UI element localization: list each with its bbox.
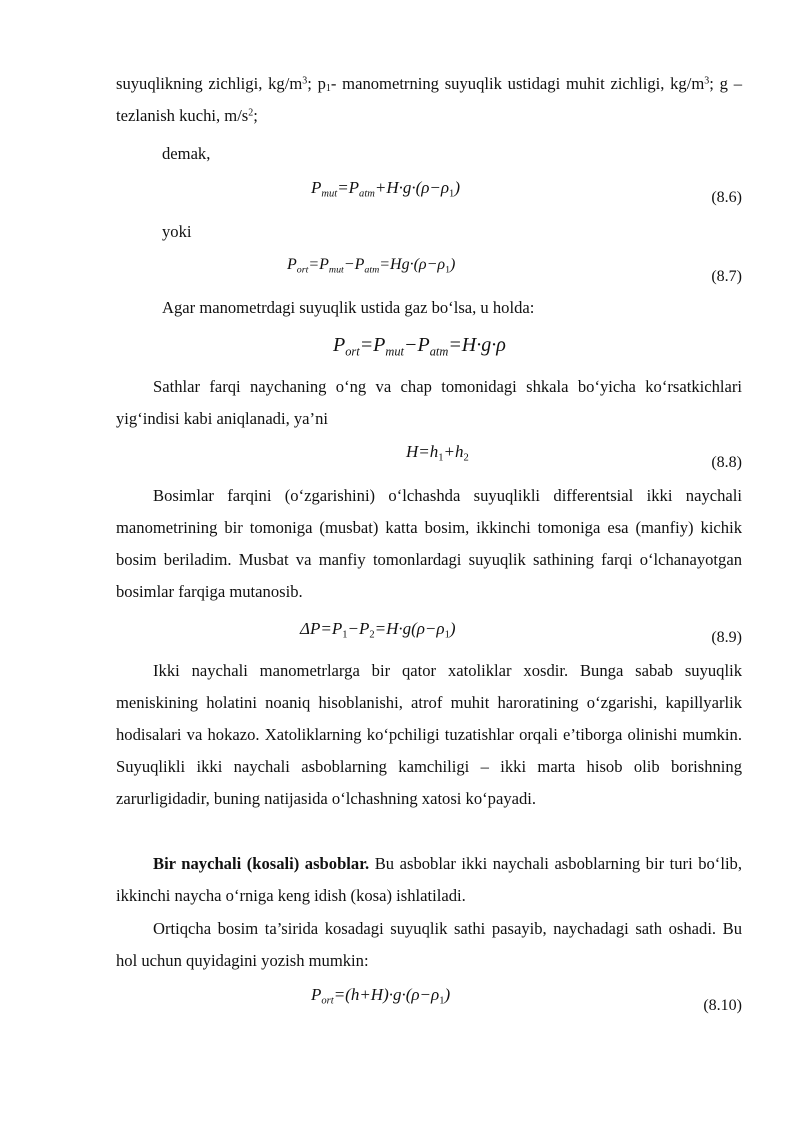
equation-number-8-8: (8.8) bbox=[711, 454, 742, 471]
equation-8-9: $\Delta P=P_1-P_2=H\cdot g(\rho-\rho_1)$ bbox=[300, 619, 456, 641]
word-demak: demak, bbox=[162, 144, 211, 163]
word-yoki: yoki bbox=[162, 222, 192, 241]
equation-number-8-10: (8.10) bbox=[703, 997, 742, 1014]
gas-condition-text: Agar manometrdagi suyuqlik ustida gaz bo‘lsa, u holda: bbox=[162, 298, 535, 317]
equation-8-8: $H=h_1+h_2$ bbox=[406, 442, 469, 464]
equation-8-10: $P_{ort}=(h+H)\cdot g\cdot(\rho-\rho_1)$ bbox=[311, 985, 451, 1007]
paragraph-two-tube-errors: Ikki naychali manometrlarga bir qator xatoliklar xosdir. Bunga sabab suyuqlik meniskining holatini noaniq hisoblanishi, atrof muhit haroratining o‘zgarishi, kapillyarlik hodisalari va hokazo. Xatoliklarning ko‘pchiligi tuzatishlar orqali e’tiborga olinishi mumkin. Suyuqlikli ikki naychali asboblarning kamchiligi – ikki marta hisob olib borishning zarurligidadir, buning natijasida o‘lchashning xatosi ko‘payadi. bbox=[116, 661, 742, 808]
paragraph-density-definitions: suyuqlikning zichligi, $kg/m^3$; $p_1-$ manometrning suyuqlik ustidagi muhit zichligi, $kg/m^3$; g – tezlanish kuchi, $m/s^2$; bbox=[116, 74, 742, 125]
equation-number-8-9: (8.9) bbox=[711, 629, 742, 646]
equation-number-8-7: (8.7) bbox=[711, 268, 742, 285]
equation-8-7: $P_{ort}=P_{mut}-P_{atm}=Hg\cdot(\rho-\rho_1)$ bbox=[287, 256, 456, 276]
equation-number-8-6: (8.6) bbox=[711, 189, 742, 206]
equation-gas: $P_{ort}=P_{mut}-P_{atm}=H\cdot g\cdot\rho$ bbox=[333, 334, 506, 359]
paragraph-pressure-difference: Bosimlar farqini (o‘zgarishini) o‘lchashda suyuqlikli differentsial ikki naychali manometrining bir tomoniga (musbat) katta bosim, ikkinchi tomoniga esa (manfiy) kichik bosim beriladim. Musbat va manfiy tomonlardagi suyuqlik sathining farqi o‘lchanayotgan bosimlar farqiga mutanosib. bbox=[116, 486, 742, 601]
paragraph-single-tube: Bir naychali (kosali) asboblar. Bu asboblar ikki naychali asboblarning bir turi bo‘lib, ikkinchi naycha o‘rniga keng idish (kosa) ishlatiladi. bbox=[116, 854, 742, 905]
paragraph-excess-pressure: Ortiqcha bosim ta’sirida kosadagi suyuqlik sathi pasayib, naychadagi sath oshadi. Bu hol uchun quyidagini yozish mumkin: bbox=[116, 919, 742, 970]
single-tube-heading: Bir naychali (kosali) asboblar. bbox=[153, 854, 370, 873]
equation-8-6: $P_{mut}=P_{atm}+H\cdot g\cdot(\rho-\rho_1)$ bbox=[311, 178, 460, 200]
paragraph-level-difference: Sathlar farqi naychaning o‘ng va chap tomonidagi shkala bo‘yicha ko‘rsatkichlari yig‘indisi kabi aniqlanadi, ya’ni bbox=[116, 377, 742, 428]
